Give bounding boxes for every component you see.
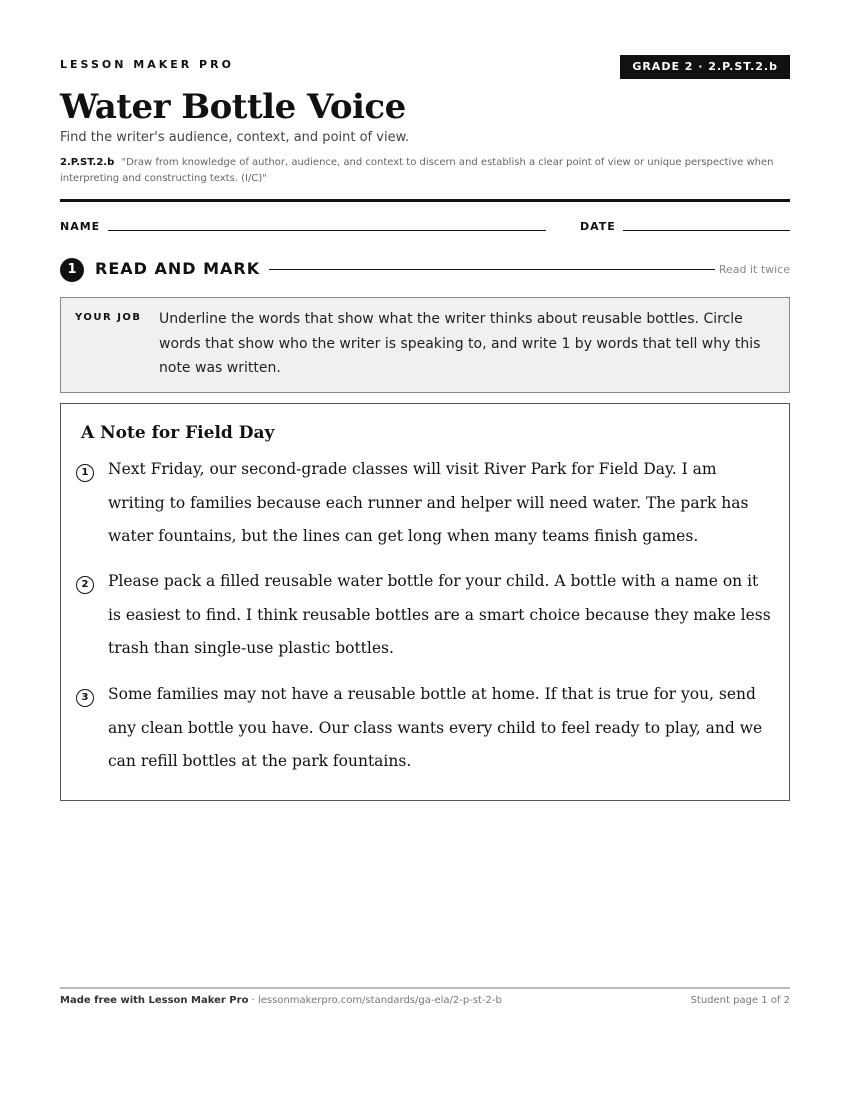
job-instructions-box bbox=[60, 297, 790, 393]
date-label: DATE bbox=[580, 220, 616, 233]
paragraph-text: Please pack a filled reusable water bottle for your child. A bottle with a name on it is easiest to find. I think reusable bottles are a smart choice because they make less trash than single-use plastic bottles. bbox=[108, 572, 771, 657]
paragraph-text: Next Friday, our second-grade classes will visit River Park for Field Day. I am writing to families because each runner and helper will need water. The park has water fountains, but the lines can get long when many teams finish games. bbox=[108, 460, 749, 545]
footer-credit bbox=[60, 995, 502, 1006]
brand-name: LESSON MAKER PRO bbox=[60, 58, 234, 71]
reading-passage bbox=[60, 403, 790, 801]
footer-made-with: Made free with Lesson Maker Pro bbox=[60, 995, 249, 1006]
name-label: NAME bbox=[60, 220, 101, 233]
footer-page-number: Student page 1 of 2 bbox=[690, 995, 790, 1006]
footer-url[interactable]: lessonmakerpro.com/standards/ga-ela/2-p-st-2-b bbox=[257, 995, 502, 1006]
job-text: Underline the words that show what the writer thinks about reusable bottles. Circle words that show who the writer is speaking to, and write 1 by words that tell why this note was written. bbox=[159, 311, 761, 376]
footer-separator: · bbox=[248, 995, 258, 1006]
footer-divider bbox=[60, 987, 790, 989]
paragraph-number-icon: 1 bbox=[76, 464, 94, 482]
standard-description bbox=[60, 155, 790, 187]
job-label: YOUR JOB bbox=[75, 312, 142, 323]
page-subtitle: Find the writer's audience, context, and point of view. bbox=[60, 130, 410, 145]
paragraph-number-icon: 3 bbox=[76, 689, 94, 707]
section-number-badge: 1 bbox=[60, 258, 84, 282]
paragraph-number-icon: 2 bbox=[76, 576, 94, 594]
page-title: Water Bottle Voice bbox=[60, 87, 406, 127]
grade-badge: GRADE 2 · 2.P.ST.2.b bbox=[620, 55, 790, 79]
section-divider bbox=[269, 269, 715, 270]
section-title: READ AND MARK bbox=[95, 259, 261, 278]
worksheet-page bbox=[60, 0, 790, 1100]
standard-code: 2.P.ST.2.b bbox=[60, 157, 115, 168]
header-divider bbox=[60, 199, 790, 202]
date-write-line[interactable] bbox=[623, 230, 790, 231]
section-note: Read it twice bbox=[718, 263, 790, 276]
passage-title: A Note for Field Day bbox=[81, 423, 275, 443]
name-write-line[interactable] bbox=[108, 230, 546, 231]
paragraph-text: Some families may not have a reusable bottle at home. If that is true for you, send any clean bottle you have. Our class wants every child to feel ready to play, and we can refill bottles at the park fountains. bbox=[108, 685, 763, 770]
standard-text: "Draw from knowledge of author, audience, and context to discern and establish a clear point of view or unique perspective when interpreting and constructing texts. (I/C)" bbox=[60, 157, 774, 184]
